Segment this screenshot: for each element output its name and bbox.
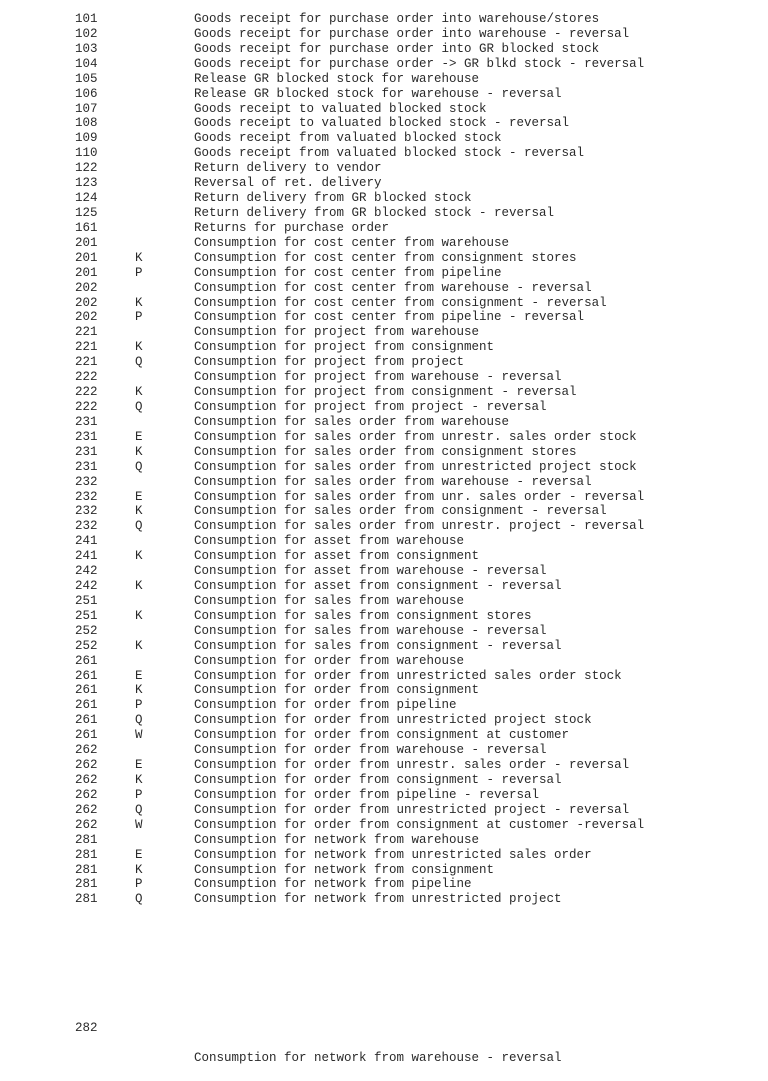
special-stock-indicator: Q [135,399,143,414]
movement-type-code: 262 [75,773,98,788]
list-item [0,579,768,594]
movement-type-code: 261 [75,713,98,728]
movement-type-description: Consumption for cost center from warehouse [194,235,510,250]
list-item [0,594,768,609]
movement-type-description: Consumption for project from consignment - reversal [194,385,577,400]
movement-type-code: 261 [75,653,98,668]
movement-type-code: 110 [75,146,98,161]
special-stock-indicator: W [135,817,143,832]
movement-type-description: Goods receipt for purchase order into GR blocked stock [194,41,600,56]
movement-type-description: Consumption for sales order from warehouse [194,414,510,429]
special-stock-indicator: K [135,683,143,698]
list-item [0,758,768,773]
movement-type-description: Release GR blocked stock for warehouse - reversal [194,86,562,101]
movement-type-description: Consumption for network from pipeline [194,877,472,892]
special-stock-indicator: K [135,295,143,310]
list-item [0,27,768,42]
list-item [0,460,768,475]
movement-type-description: Consumption for network from unrestricted sales order [194,847,592,862]
movement-type-description: Consumption for project from warehouse - reversal [194,370,562,385]
list-item [0,683,768,698]
movement-type-description: Consumption for cost center from pipeline [194,265,502,280]
movement-type-code: 252 [75,623,98,638]
movement-type-description: Consumption for cost center from consignment - reversal [194,295,607,310]
special-stock-indicator: K [135,444,143,459]
movement-type-code: 202 [75,295,98,310]
movement-type-description: Consumption for order from pipeline [194,698,457,713]
movement-type-code: 232 [75,519,98,534]
movement-type-description: Consumption for order from consignment [194,683,480,698]
movement-type-description: Consumption for cost center from consignment stores [194,250,577,265]
movement-type-description: Consumption for order from pipeline - reversal [194,787,540,802]
movement-type-description: Consumption for order from unrestricted project - reversal [194,802,630,817]
movement-type-description: Consumption for order from unrestricted project stock [194,713,592,728]
movement-type-description: Goods receipt to valuated blocked stock - reversal [194,116,570,131]
movement-type-description: Consumption for sales from consignment stores [194,608,532,623]
movement-type-code: 281 [75,877,98,892]
movement-type-code: 232 [75,489,98,504]
list-item [0,355,768,370]
list-item [0,877,768,892]
list-item [0,713,768,728]
movement-type-description: Goods receipt for purchase order into warehouse/stores [194,12,600,26]
movement-type-code: 241 [75,549,98,564]
movement-type-description: Consumption for network from unrestricted project [194,892,562,907]
movement-type-code: 231 [75,459,98,474]
movement-type-code: 231 [75,414,98,429]
movement-type-description: Goods receipt for purchase order into warehouse - reversal [194,26,630,41]
movement-type-code: 232 [75,474,98,489]
list-item [0,534,768,549]
movement-type-code: 261 [75,698,98,713]
movement-type-description: Goods receipt for purchase order -> GR blkd stock - reversal [194,56,645,71]
list-item [0,206,768,221]
special-stock-indicator: K [135,862,143,877]
movement-type-code: 252 [75,638,98,653]
list-item [0,340,768,355]
movement-type-description: Reversal of ret. delivery [194,176,382,191]
movement-type-code: 102 [75,26,98,41]
list-item [0,296,768,311]
special-stock-indicator: E [135,758,143,773]
movement-type-code: 222 [75,399,98,414]
movement-type-description: Return delivery from GR blocked stock [194,191,472,206]
list-item [0,654,768,669]
movement-type-code: 242 [75,564,98,579]
movement-type-code: 251 [75,608,98,623]
list-item [0,87,768,102]
movement-type-code: 261 [75,728,98,743]
special-stock-indicator: K [135,250,143,265]
list-item [0,370,768,385]
list-item [0,400,768,415]
list-item [0,609,768,624]
list-item [0,445,768,460]
movement-type-code: 105 [75,71,98,86]
movement-type-description: Consumption for network from warehouse - reversal [194,1051,562,1065]
movement-type-code: 282 [75,1021,98,1035]
special-stock-indicator: E [135,429,143,444]
movement-type-description: Consumption for order from consignment at customer -reversal [194,817,645,832]
movement-type-description: Consumption for asset from warehouse - reversal [194,564,547,579]
movement-type-code: 281 [75,832,98,847]
movement-type-code: 262 [75,743,98,758]
movement-type-code: 107 [75,101,98,116]
list-item [0,624,768,639]
list-item [0,773,768,788]
list-item [0,310,768,325]
special-stock-indicator: W [135,728,143,743]
movement-type-code: 123 [75,176,98,191]
movement-type-code: 232 [75,504,98,519]
movement-type-description: Consumption for sales order from warehouse - reversal [194,474,592,489]
movement-type-code: 261 [75,668,98,683]
list-item [0,191,768,206]
movement-type-code: 201 [75,235,98,250]
list-item [0,266,768,281]
movement-type-code: 281 [75,892,98,907]
movement-type-code: 262 [75,787,98,802]
list-item [0,788,768,803]
movement-type-description: Consumption for sales order from unrestr. sales order stock [194,429,637,444]
list-item [0,12,768,27]
special-stock-indicator: E [135,489,143,504]
movement-type-description: Consumption for sales from warehouse [194,593,465,608]
movement-type-code: 281 [75,847,98,862]
special-stock-indicator: P [135,310,143,325]
movement-type-code: 125 [75,205,98,220]
list-item [0,848,768,863]
list-item [0,863,768,878]
list-item [0,475,768,490]
list-item [0,146,768,161]
movement-type-description: Consumption for order from consignment - reversal [194,773,562,788]
list-item [0,57,768,72]
movement-type-code: 124 [75,191,98,206]
movement-type-description: Consumption for sales order from unrestricted project stock [194,459,637,474]
movement-type-description: Goods receipt from valuated blocked stock - reversal [194,146,585,161]
movement-type-code: 222 [75,370,98,385]
movement-type-code: 221 [75,355,98,370]
movement-type-description: Release GR blocked stock for warehouse [194,71,480,86]
special-stock-indicator: K [135,773,143,788]
list-item [0,102,768,117]
list-item [0,236,768,251]
movement-type-description: Consumption for sales from consignment - reversal [194,638,562,653]
movement-type-description: Goods receipt to valuated blocked stock [194,101,487,116]
special-stock-indicator: Q [135,713,143,728]
movement-type-description: Consumption for order from warehouse [194,653,465,668]
movement-type-description: Consumption for asset from warehouse [194,534,465,549]
special-stock-indicator: E [135,847,143,862]
list-item [0,549,768,564]
movement-type-code: 221 [75,325,98,340]
movement-type-code: 201 [75,265,98,280]
movement-type-description: Consumption for cost center from pipeline - reversal [194,310,585,325]
movement-type-code: 231 [75,444,98,459]
movement-type-code: 101 [75,12,98,26]
list-item [0,251,768,266]
special-stock-indicator: Q [135,355,143,370]
special-stock-indicator: Q [135,519,143,534]
list-item [0,698,768,713]
special-stock-indicator: P [135,877,143,892]
special-stock-indicator: Q [135,892,143,907]
list-item [0,176,768,191]
movement-type-description: Consumption for sales order from unr. sales order - reversal [194,489,645,504]
movement-type-code: 201 [75,250,98,265]
list-item [0,1006,768,1065]
list-item [0,743,768,758]
movement-type-code: 161 [75,220,98,235]
movement-type-description: Returns for purchase order [194,220,390,235]
movement-type-code: 231 [75,429,98,444]
movement-type-description: Consumption for network from warehouse [194,832,480,847]
movement-type-description: Consumption for project from project - reversal [194,399,547,414]
movement-type-code: 242 [75,579,98,594]
movement-type-description: Return delivery to vendor [194,161,382,176]
list-item [0,325,768,340]
list-item [0,221,768,236]
movement-type-description: Consumption for sales order from unrestr. project - reversal [194,519,645,534]
list-item [0,72,768,87]
special-stock-indicator: E [135,668,143,683]
list-item [0,818,768,833]
special-stock-indicator: K [135,579,143,594]
movement-type-code: 261 [75,683,98,698]
movement-type-code: 221 [75,340,98,355]
list-item [0,519,768,534]
special-stock-indicator: K [135,340,143,355]
movement-type-code: 262 [75,802,98,817]
list-item [0,833,768,848]
list-item [0,131,768,146]
special-stock-indicator: K [135,608,143,623]
movement-type-description: Consumption for cost center from warehouse - reversal [194,280,592,295]
list-item [0,669,768,684]
movement-type-code: 222 [75,385,98,400]
movement-type-description: Consumption for order from unrestr. sales order - reversal [194,758,630,773]
movement-type-code: 262 [75,817,98,832]
list-item [0,430,768,445]
movement-type-list [0,12,768,907]
movement-type-description: Consumption for order from unrestricted sales order stock [194,668,622,683]
list-item [0,281,768,296]
movement-type-description: Goods receipt from valuated blocked stock [194,131,502,146]
list-item [0,116,768,131]
list-item [0,728,768,743]
special-stock-indicator: Q [135,802,143,817]
special-stock-indicator: K [135,385,143,400]
movement-type-description: Consumption for project from warehouse [194,325,480,340]
list-item [0,639,768,654]
movement-type-description: Consumption for order from warehouse - reversal [194,743,547,758]
movement-type-description: Consumption for sales order from consignment - reversal [194,504,607,519]
movement-type-code: 108 [75,116,98,131]
special-stock-indicator: K [135,549,143,564]
list-item [0,42,768,57]
movement-type-code: 251 [75,593,98,608]
movement-type-code: 106 [75,86,98,101]
list-item [0,161,768,176]
special-stock-indicator: P [135,787,143,802]
movement-type-code: 281 [75,862,98,877]
movement-type-code: 122 [75,161,98,176]
list-item [0,892,768,907]
movement-type-description: Return delivery from GR blocked stock - reversal [194,205,555,220]
list-item [0,385,768,400]
list-item [0,803,768,818]
movement-type-description: Consumption for sales from warehouse - reversal [194,623,547,638]
movement-type-description: Consumption for asset from consignment - reversal [194,579,562,594]
movement-type-description: Consumption for project from consignment [194,340,495,355]
list-item [0,564,768,579]
movement-type-code: 202 [75,280,98,295]
movement-type-code: 202 [75,310,98,325]
special-stock-indicator: P [135,265,143,280]
movement-type-code: 104 [75,56,98,71]
special-stock-indicator: K [135,638,143,653]
movement-type-description: Consumption for network from consignment [194,862,495,877]
list-item [0,490,768,505]
movement-type-description: Consumption for project from project [194,355,465,370]
special-stock-indicator: K [135,504,143,519]
special-stock-indicator: P [135,698,143,713]
special-stock-indicator: Q [135,459,143,474]
movement-type-description: Consumption for order from consignment at customer [194,728,570,743]
movement-type-code: 262 [75,758,98,773]
list-item [0,504,768,519]
list-item [0,415,768,430]
movement-type-code: 109 [75,131,98,146]
movement-type-description: Consumption for asset from consignment [194,549,480,564]
movement-type-description: Consumption for sales order from consignment stores [194,444,577,459]
movement-type-code: 241 [75,534,98,549]
movement-type-code: 103 [75,41,98,56]
